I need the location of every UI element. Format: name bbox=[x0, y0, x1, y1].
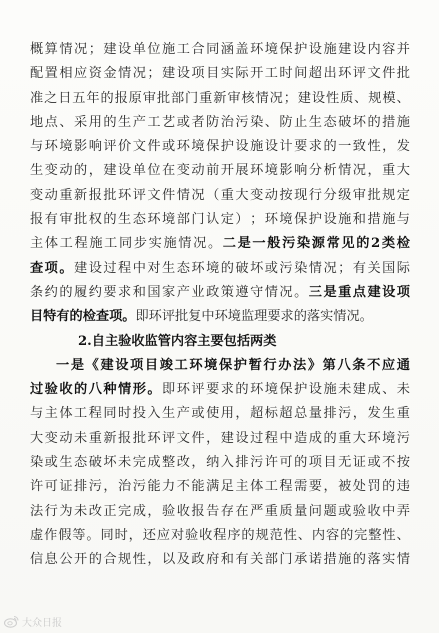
text-line: 信 息 公 开 的 合 规 性 ， 以 及 政 府 和 有 关 部 门 承 诺 措 施 的 落 实 情 bbox=[30, 552, 410, 568]
text-line: 大 变 动 未 重 新 报 批 环 评 文 件 ， 建 设 过 程 中 造 成 的 重 大 环 境 污 bbox=[30, 430, 410, 446]
text-line: 一 是 《 建 设 项 目 竣 工 环 境 保 护 暂 行 办 法 》 第 八 条 不 应 通 bbox=[56, 357, 410, 373]
text-line: 与 环 境 影 响 评 价 文 件 或 环 境 保 护 设 施 设 计 要 求 的 一 致 性 ， 发 bbox=[30, 139, 410, 155]
text-line: 许 可 证 排 污 ， 治 污 能 力 不 能 满 足 主 体 工 程 需 要 ， 被 处 罚 的 违 bbox=[30, 479, 410, 495]
text-run: 即环评批复中环境监理要求的落实情况。 bbox=[135, 309, 373, 325]
section-heading bbox=[30, 330, 410, 354]
text-line: 查 项 。 建 设 过 程 中 对 生 态 环 境 的 破 坏 或 污 染 情 况 ； 有 关 国 际 bbox=[30, 260, 410, 276]
text-line bbox=[30, 305, 410, 329]
bold-text: 2.自主验收监管内容主要包括两类 bbox=[78, 333, 277, 349]
text-line: 概 算 情 况 ； 建 设 单 位 施 工 合 同 涵 盖 环 境 保 护 设 施 建 设 内 容 并 bbox=[30, 42, 410, 57]
text-line: 地 点 、 采 用 的 生 产 工 艺 或 者 防 治 污 染 、 防 止 生 态 破 坏 的 措 施 bbox=[30, 114, 410, 130]
text-line: 虚 作 假 等 。 同 时 ， 还 应 对 验 收 程 序 的 规 范 性 、 内 容 的 完 整 性 、 bbox=[30, 527, 410, 543]
watermark-text: 大众日报 bbox=[22, 617, 62, 629]
text-line: 变 动 重 新 报 批 环 评 文 件 情 况 （ 重 大 变 动 按 现 行 分 级 审 批 规 定 bbox=[30, 187, 410, 203]
weibo-logo-icon bbox=[4, 615, 19, 628]
document-body bbox=[30, 38, 410, 573]
text-line: 染 或 生 态 破 坏 未 完 成 整 改 ， 纳 入 排 污 许 可 的 项 目 无 证 或 不 按 bbox=[30, 455, 410, 471]
text-line: 法 行 为 未 改 正 完 成 ， 验 收 报 告 存 在 严 重 质 量 问 题 或 验 收 中 弄 bbox=[30, 503, 410, 519]
bold-text: 目特有的检查项。 bbox=[30, 309, 136, 325]
text-line: 配 置 相 应 资 金 情 况 ； 建 设 项 目 实 际 开 工 时 间 超 出 环 评 文 件 批 bbox=[30, 66, 410, 82]
text-line: 过 验 收 的 八 种 情 形 。 即 环 评 要 求 的 环 境 保 护 设 施 未 建 成 、 未 bbox=[30, 382, 410, 398]
text-line: 与 主 体 工 程 同 时 投 入 生 产 或 使 用 ， 超 标 超 总 量 排 污 ， 发 生 重 bbox=[30, 406, 410, 422]
watermark bbox=[4, 613, 62, 629]
text-line: 主 体 工 程 施 工 同 步 实 施 情 况 。 二 是 一 般 污 染 源 常 见 的 2 类 检 bbox=[30, 236, 410, 252]
text-line: 条 约 的 履 约 要 求 和 国 家 产 业 政 策 遵 守 情 况 。 三 是 重 点 建 设 项 bbox=[30, 284, 410, 300]
text-line: 生 变 动 的 ， 建 设 单 位 在 变 动 前 开 展 环 境 影 响 分 析 情 况 ， 重 大 bbox=[30, 163, 410, 179]
text-line: 准 之 日 五 年 的 报 原 审 批 部 门 重 新 审 核 情 况 ； 建 设 性 质 、 规 模 、 bbox=[30, 90, 410, 106]
text-line: 报 有 审 批 权 的 生 态 环 境 部 门 认 定 ） ； 环 境 保 护 设 施 和 措 施 与 bbox=[30, 212, 410, 228]
